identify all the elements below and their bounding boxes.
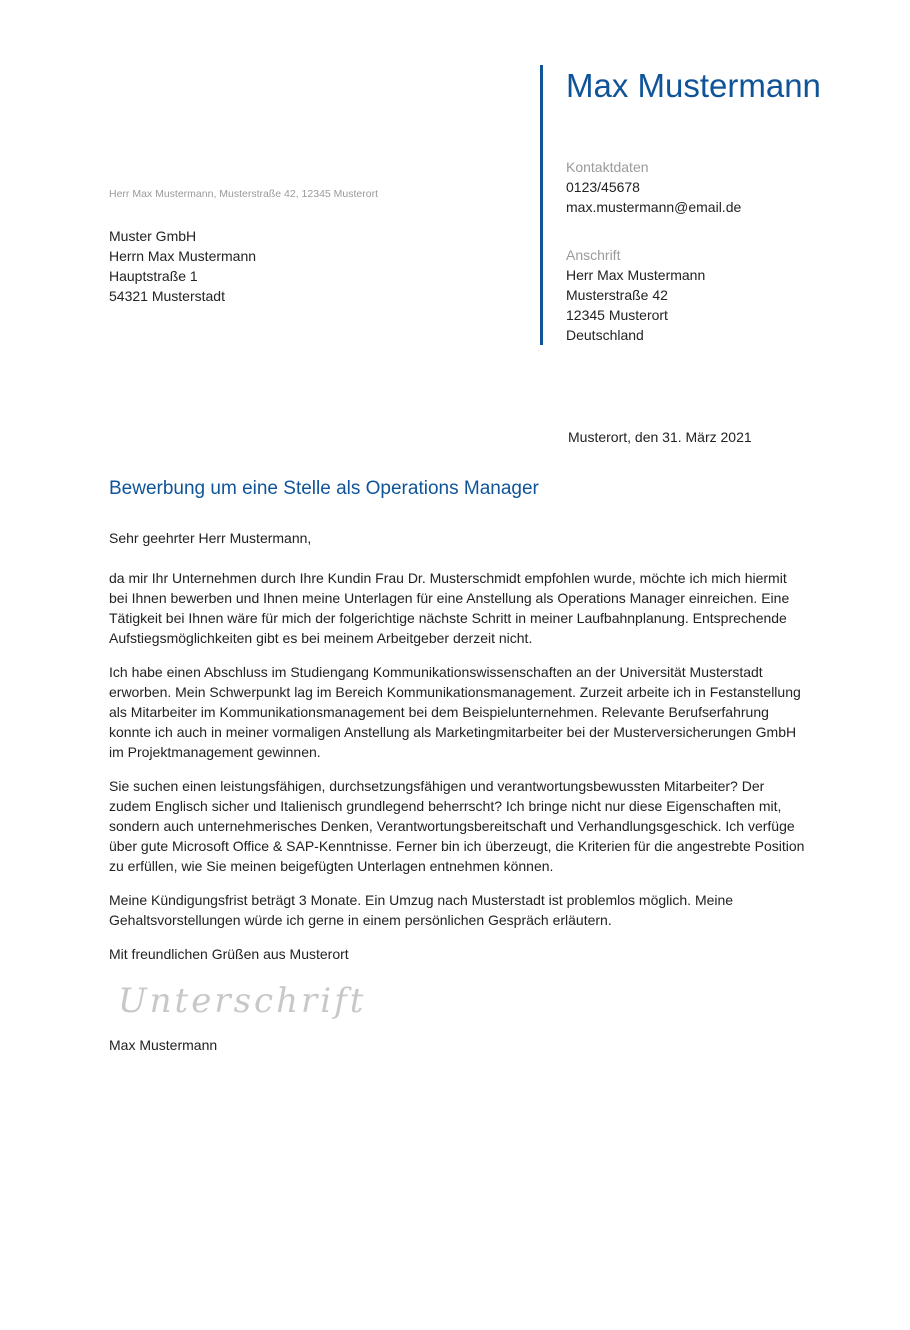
paragraph-line: Tätigkeit bei Ihnen wäre für mich der folgerichtige nächste Schritt in meiner Laufbahnplanung. Entsprechende <box>109 610 787 626</box>
address-line: Deutschland <box>566 327 644 343</box>
header-accent-bar <box>540 65 543 345</box>
paragraph-line: im Projektmanagement gewinnen. <box>109 744 321 760</box>
body-paragraph <box>109 662 829 762</box>
paragraph-line: Aufstiegsmöglichkeiten gibt es bei meinem Arbeitgeber derzeit nicht. <box>109 630 533 646</box>
paragraph-line: über gute Microsoft Office & SAP-Kenntnisse. Ferner bin ich überzeugt, die Kriterien für die angestrebte Position <box>109 838 805 854</box>
paragraph-line: da mir Ihr Unternehmen durch Ihre Kundin Frau Dr. Musterschmidt empfohlen wurde, möchte ich mich hiermit <box>109 570 787 586</box>
paragraph-line: konnte ich auch in meiner vormaligen Anstellung als Marketingmitarbeiter bei der Musterversicherungen GmbH <box>109 724 797 740</box>
address-line: Musterstraße 42 <box>566 287 668 303</box>
recipient-line: Muster GmbH <box>109 228 197 244</box>
letter-date: Musterort, den 31. März 2021 <box>568 429 752 445</box>
recipient-line: 54321 Musterstadt <box>109 288 225 304</box>
paragraph-line: bei Ihnen bewerben und Ihnen meine Unterlagen für eine Anstellung als Operations Manager einreichen. Eine <box>109 590 790 606</box>
address-line: 12345 Musterort <box>566 307 668 323</box>
closing-line: Mit freundlichen Grüßen aus Musterort <box>109 946 349 962</box>
paragraph-line: sondern auch unternehmerisches Denken, Verantwortungsbereitschaft und Verhandlungsgeschick. Ich verfüge <box>109 818 795 834</box>
signature-placeholder: Unterschrift <box>118 981 367 1021</box>
paragraph-line: Sie suchen einen leistungsfähigen, durchsetzungsfähigen und verantwortungsbewussten Mitarbeiter? Der <box>109 778 765 794</box>
contact-phone: 0123/45678 <box>566 179 640 195</box>
letter-subject: Bewerbung um eine Stelle als Operations Manager <box>109 478 539 499</box>
paragraph-line: zudem Englisch sicher und Italienisch grundlegend beherrscht? Ich bringe nicht nur diese Eigenschaften mit, <box>109 798 782 814</box>
paragraph-line: Gehaltsvorstellungen würde ich gerne in einem persönlichen Gespräch erläutern. <box>109 912 612 928</box>
signer-name: Max Mustermann <box>109 1037 218 1053</box>
paragraph-line: erworben. Mein Schwerpunkt lag im Bereich Kommunikationsmanagement. Zurzeit arbeite ich in Festanstellung <box>109 684 801 700</box>
contact-email: max.mustermann@email.de <box>566 199 742 215</box>
paragraph-line: zu erfüllen, wie Sie meinen beigefügten Unterlagen entnehmen können. <box>109 858 554 874</box>
paragraph-line: Meine Kündigungsfrist beträgt 3 Monate. Ein Umzug nach Musterstadt ist problemlos möglich. Meine <box>109 892 734 908</box>
contact-label: Kontaktdaten <box>566 159 649 175</box>
body-paragraph <box>109 776 829 876</box>
address-line: Herr Max Mustermann <box>566 267 706 283</box>
body-paragraph <box>109 890 829 930</box>
applicant-name: Max Mustermann <box>566 67 821 104</box>
paragraph-line: Ich habe einen Abschluss im Studiengang Kommunikationswissenschaften an der Universität Musterstadt <box>109 664 763 680</box>
recipient-line: Herrn Max Mustermann <box>109 248 257 264</box>
sender-return-line: Herr Max Mustermann, Musterstraße 42, 12345 Musterort <box>109 188 379 200</box>
address-label: Anschrift <box>566 247 621 263</box>
paragraph-line: als Mitarbeiter im Kommunikationsmanagement bei dem Beispielunternehmen. Relevante Berufserfahrung <box>109 704 769 720</box>
recipient-line: Hauptstraße 1 <box>109 268 198 284</box>
salutation: Sehr geehrter Herr Mustermann, <box>109 530 312 546</box>
body-paragraph <box>109 568 829 648</box>
